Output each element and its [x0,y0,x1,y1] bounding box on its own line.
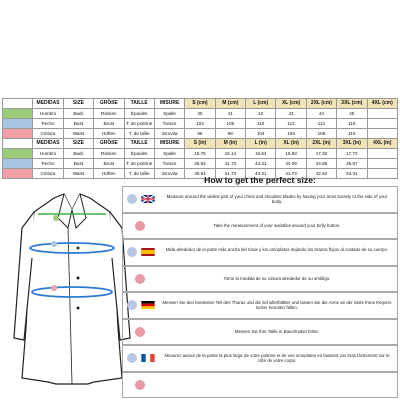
color-swatch [3,149,33,159]
instruction-row [122,186,398,213]
column-header: 4XL (cm) [367,99,398,109]
measure-dot-icon [135,380,145,390]
measure-label: Hüften [94,169,124,179]
column-header: TAILLE [124,139,154,149]
measure-label: Brust [94,159,124,169]
measure-label: Spalle [154,109,184,119]
column-header: MEDIDAS [33,139,63,149]
column-header: MEDIDAS [33,99,63,109]
size-value: 45 [337,109,367,119]
column-header: XL (in) [276,139,306,149]
size-value: 43.31 [246,159,276,169]
table-row [3,109,398,119]
measure-label: Épaules [124,149,154,159]
size-value: 106 [276,129,306,139]
size-value: 17.32 [306,149,336,159]
column-header: S (in) [185,139,215,149]
column-header: SIZE [63,139,93,149]
size-value [367,129,398,139]
measure-label: Girovita [154,169,184,179]
instructions-panel [122,186,398,400]
measure-label: Torace [154,159,184,169]
size-value: 17.72 [337,149,367,159]
measure-label: Pecho [33,119,63,129]
instruction-text: Messen Sie Ihre Taille in Bauchnabel höhe. [234,328,320,334]
size-value: 96 [185,129,215,139]
color-swatch [3,129,33,139]
swatch-header-cell [3,99,33,109]
size-value: 110 [337,129,367,139]
size-value: 16.93 [276,149,306,159]
instruction-row [122,372,398,399]
measure-dot-icon [127,300,137,310]
color-swatch [3,109,33,119]
size-value: 41.73 [215,159,245,169]
size-value: 41 [215,109,245,119]
measure-label: Pecho [33,159,63,169]
column-header: S (cm) [185,99,215,109]
table-row [3,149,398,159]
measure-label: Torace [154,119,184,129]
table-row [3,119,398,129]
column-header: M (in) [215,139,245,149]
measure-label: Cintura [33,169,63,179]
size-value: 98 [215,129,245,139]
color-swatch [3,119,33,129]
table-header-row [3,99,398,109]
column-header: SIZE [63,99,93,109]
coat-illustration [8,188,136,388]
column-header: 4XL (in) [367,139,398,149]
swatch-header-cell [3,139,33,149]
instruction-text: Mesurez autour de la partie la plus large de votre poitrine et de vos omoplates en laissant vos bras lâchement sur le côté de votre corps. [164,352,390,364]
instruction-row [122,292,398,319]
flag-fr-icon [141,354,155,362]
instruction-text: Mida alrededor de la parte más ancha del tórax y los omóplatos dejando los brazos flojos al costado de su cuerpo. [165,246,389,252]
column-header: 2XL (in) [306,139,336,149]
size-value: 104 [185,119,215,129]
measure-dot-icon [135,327,145,337]
size-value: 15.75 [185,149,215,159]
size-value: 110 [246,119,276,129]
column-header: 2XL (cm) [306,99,336,109]
column-header: L (cm) [246,99,276,109]
size-value: 16.14 [215,149,245,159]
column-header: L (in) [246,139,276,149]
measure-dot-icon [135,221,145,231]
flag-de-icon [141,301,155,309]
measure-dot-icon [127,247,137,257]
measure-label: Rücken [94,109,124,119]
measure-label: Bust [63,159,93,169]
size-value: 40.94 [185,169,215,179]
measure-label: T. de taille [124,169,154,179]
instruction-text: Measure around the widest part of your chest and shoulder blades by having your arms loosely to the side of your body. [166,193,388,205]
size-value: 108 [306,129,336,139]
measure-label: T. de poitrine [124,159,154,169]
measure-label: Spalle [154,149,184,159]
column-header: TAILLE [124,99,154,109]
size-value [367,119,398,129]
instruction-row [122,319,398,346]
flag-en-icon [141,195,155,203]
measure-label: Bust [63,119,93,129]
measure-label: Hüften [94,129,124,139]
size-value: 40 [185,109,215,119]
size-value: 16.54 [246,149,276,159]
instruction-text: Messen Sie den breitesten Teil des Thorax und die Schulterblätter und lassen Sie die Arme an der Seite Ihres Körpers locker herunter fallen. [162,299,392,311]
size-value: 45.67 [337,159,367,169]
measure-dot-icon [127,353,137,363]
table-row [3,159,398,169]
size-value: 41.73 [276,169,306,179]
size-value: 114 [306,119,336,129]
size-value: 106 [215,119,245,129]
howto-title: How to get the perfect size: [204,175,316,185]
measure-dot-icon [127,194,137,204]
measure-label: Back [63,149,93,159]
size-value: 44 [306,109,336,119]
size-chart-table [2,98,398,179]
color-swatch [3,159,33,169]
measure-label: T. de poitrine [124,119,154,129]
table-row [3,129,398,139]
column-header: XL (cm) [276,99,306,109]
size-value: 44.09 [276,159,306,169]
color-swatch [3,169,33,179]
size-value: 43 [276,109,306,119]
instruction-text: Take the measurement of your waistline around your belly button. [213,222,341,228]
column-header: 3XL (cm) [337,99,367,109]
measure-label: Back [63,109,93,119]
table-header-row [3,139,398,149]
size-value: 44.88 [306,159,336,169]
measure-label: Waist [63,169,93,179]
instruction-row [122,345,398,372]
measure-label: Girovita [154,129,184,139]
instruction-row [122,239,398,266]
instruction-row [122,266,398,293]
column-header: MISURE [154,139,184,149]
instruction-row [122,213,398,240]
size-value: 116 [337,119,367,129]
size-value: 43.31 [246,169,276,179]
measure-label: Hombro [33,149,63,159]
size-value [367,109,398,119]
flag-es-icon [141,248,155,256]
size-value: 104 [246,129,276,139]
measure-label: Épaules [124,109,154,119]
measure-label: Waist [63,129,93,139]
measure-label: Cintura [33,129,63,139]
size-value: 43.31 [337,169,367,179]
size-value: 112 [276,119,306,129]
column-header: GRÖßE [94,139,124,149]
measure-label: Brust [94,119,124,129]
size-value: 42 [246,109,276,119]
measure-label: Hombro [33,109,63,119]
size-value [367,159,398,169]
instruction-text: Tome la medida de su cintura alrededor de su ombligo. [223,275,331,281]
measure-dot-icon [135,274,145,284]
measure-label: Rücken [94,149,124,159]
column-header: 3XL (in) [337,139,367,149]
size-value [367,149,398,159]
size-value: 41.73 [215,169,245,179]
measure-label: T. de taille [124,129,154,139]
size-value: 40.94 [185,159,215,169]
size-value: 42.52 [306,169,336,179]
column-header: MISURE [154,99,184,109]
column-header: M (cm) [215,99,245,109]
column-header: GRÖßE [94,99,124,109]
